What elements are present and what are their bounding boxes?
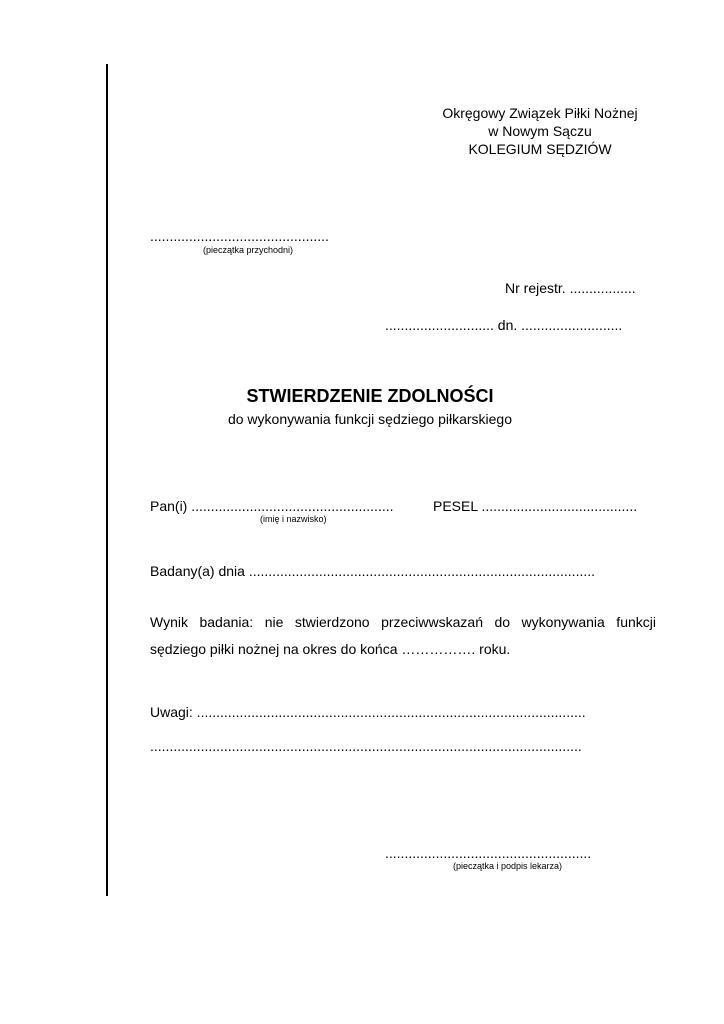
clinic-stamp-field: .............................................. — [150, 228, 329, 244]
name-field: Pan(i) .................................................... — [150, 498, 394, 514]
document-subtitle: do wykonywania funkcji sędziego piłkarskiego — [227, 411, 513, 427]
organization-department: KOLEGIUM SĘDZIÓW — [468, 141, 612, 157]
registry-number-field: Nr rejestr. ................. — [505, 280, 636, 296]
clinic-stamp-caption: (pieczątka przychodni) — [203, 245, 294, 255]
result-line-1: Wynik badania: nie stwierdzono przeciwwskazań do wykonywania funkcji — [150, 614, 656, 630]
name-caption: (imię i nazwisko) — [260, 514, 327, 524]
examination-date-field: Badany(a) dnia ......................................................................................... — [150, 563, 596, 579]
pesel-field: PESEL ........................................ — [433, 498, 638, 514]
document-title: STWIERDZENIE ZDOLNOŚCI — [246, 386, 494, 406]
result-line-2: sędziego piłki nożnej na okres do końca ……………. roku. — [150, 641, 511, 657]
remarks-line-1: Uwagi: .................................................................................................... — [150, 704, 586, 720]
organization-name: Okręgowy Związek Piłki Nożnej — [442, 105, 638, 121]
doctor-signature-caption: (pieczątka i podpis lekarza) — [453, 861, 563, 871]
doctor-signature-field: ..................................................... — [385, 845, 592, 861]
left-margin-line — [106, 64, 108, 896]
organization-header — [420, 104, 660, 158]
registry-date-field: ............................ dn. .......................... — [385, 317, 623, 333]
remarks-line-2: ............................................................................................................... — [150, 738, 582, 754]
organization-city: w Nowym Sączu — [488, 123, 592, 139]
